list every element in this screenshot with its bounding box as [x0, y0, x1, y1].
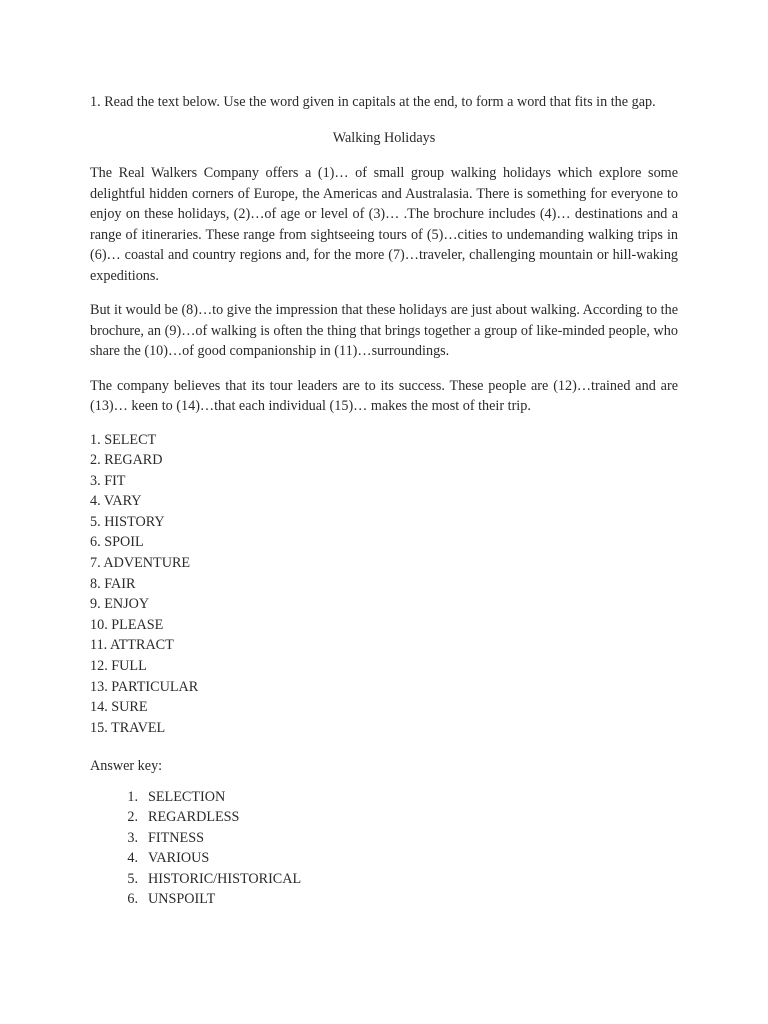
- answer-number: 4.: [127, 850, 138, 867]
- answer-number: 1.: [127, 788, 138, 805]
- word-list-item: 8. FAIR: [90, 575, 136, 592]
- word-list-item: 4. VARY: [90, 493, 142, 510]
- paragraph-1: The Real Walkers Company offers a (1)… of small group walking holidays which explore some delightful hidden corners of Europe, the Americas and Australasia. There is something for everyone to enjoy on these holidays, (2)…of age or level of (3)… .The brochure includes (4)… destinations and a range of itineraries. These range from sightseeing tours of (5)…cities to undemanding walking trips in (6)… coastal and country regions and, for the more (7)…traveler, challenging mountain or hill-waking expeditions.: [90, 165, 678, 284]
- word-list-item: 13. PARTICULAR: [90, 678, 199, 695]
- answer-number: 5.: [127, 870, 138, 887]
- answer-text: REGARDLESS: [148, 809, 240, 826]
- word-list: [90, 430, 678, 739]
- word-list-item: 1. SELECT: [90, 431, 157, 448]
- answer-text: HISTORIC/HISTORICAL: [148, 870, 302, 887]
- answer-number: 2.: [127, 809, 138, 826]
- paragraph-3: The company believes that its tour leaders are to its success. These people are (12)…trained and are (13)… keen to (14)…that each individual (15)… makes the most of their trip.: [90, 377, 678, 414]
- answer-item: [90, 848, 678, 868]
- instruction-text: 1. Read the text below. Use the word given in capitals at the end, to form a word that fits in the gap.: [90, 94, 656, 110]
- paragraph-2: But it would be (8)…to give the impression that these holidays are just about walking. According to the brochure, an (9)…of walking is often the thing that brings together a group of like-minded people, who share the (10)…of good companionship in (11)…surroundings.: [90, 302, 678, 359]
- answer-number: 6.: [127, 890, 138, 907]
- document-page: [90, 92, 678, 909]
- word-list-item: 7. ADVENTURE: [90, 555, 191, 572]
- answer-text: VARIOUS: [148, 850, 210, 867]
- answer-list: [90, 787, 678, 909]
- word-list-item: 9. ENJOY: [90, 596, 150, 613]
- answer-item: [90, 807, 678, 827]
- word-list-item: 12. FULL: [90, 658, 147, 675]
- word-list-item: 15. TRAVEL: [90, 719, 166, 736]
- word-list-item: 11. ATTRACT: [90, 637, 174, 654]
- answer-key-label: Answer key:: [90, 758, 163, 775]
- answer-text: FITNESS: [148, 829, 204, 846]
- answer-item: [90, 889, 678, 909]
- answer-number: 3.: [127, 829, 138, 846]
- word-list-item: 6. SPOIL: [90, 534, 144, 551]
- answer-item: [90, 787, 678, 807]
- word-list-item: 3. FIT: [90, 472, 126, 489]
- answer-item: [90, 828, 678, 848]
- word-list-item: 14. SURE: [90, 699, 148, 716]
- answer-text: UNSPOILT: [148, 890, 216, 907]
- answer-text: SELECTION: [148, 788, 226, 805]
- word-list-item: 10. PLEASE: [90, 616, 164, 633]
- word-list-item: 2. REGARD: [90, 452, 163, 469]
- answer-item: [90, 869, 678, 889]
- document-title: Walking Holidays: [332, 129, 436, 146]
- word-list-item: 5. HISTORY: [90, 513, 165, 530]
